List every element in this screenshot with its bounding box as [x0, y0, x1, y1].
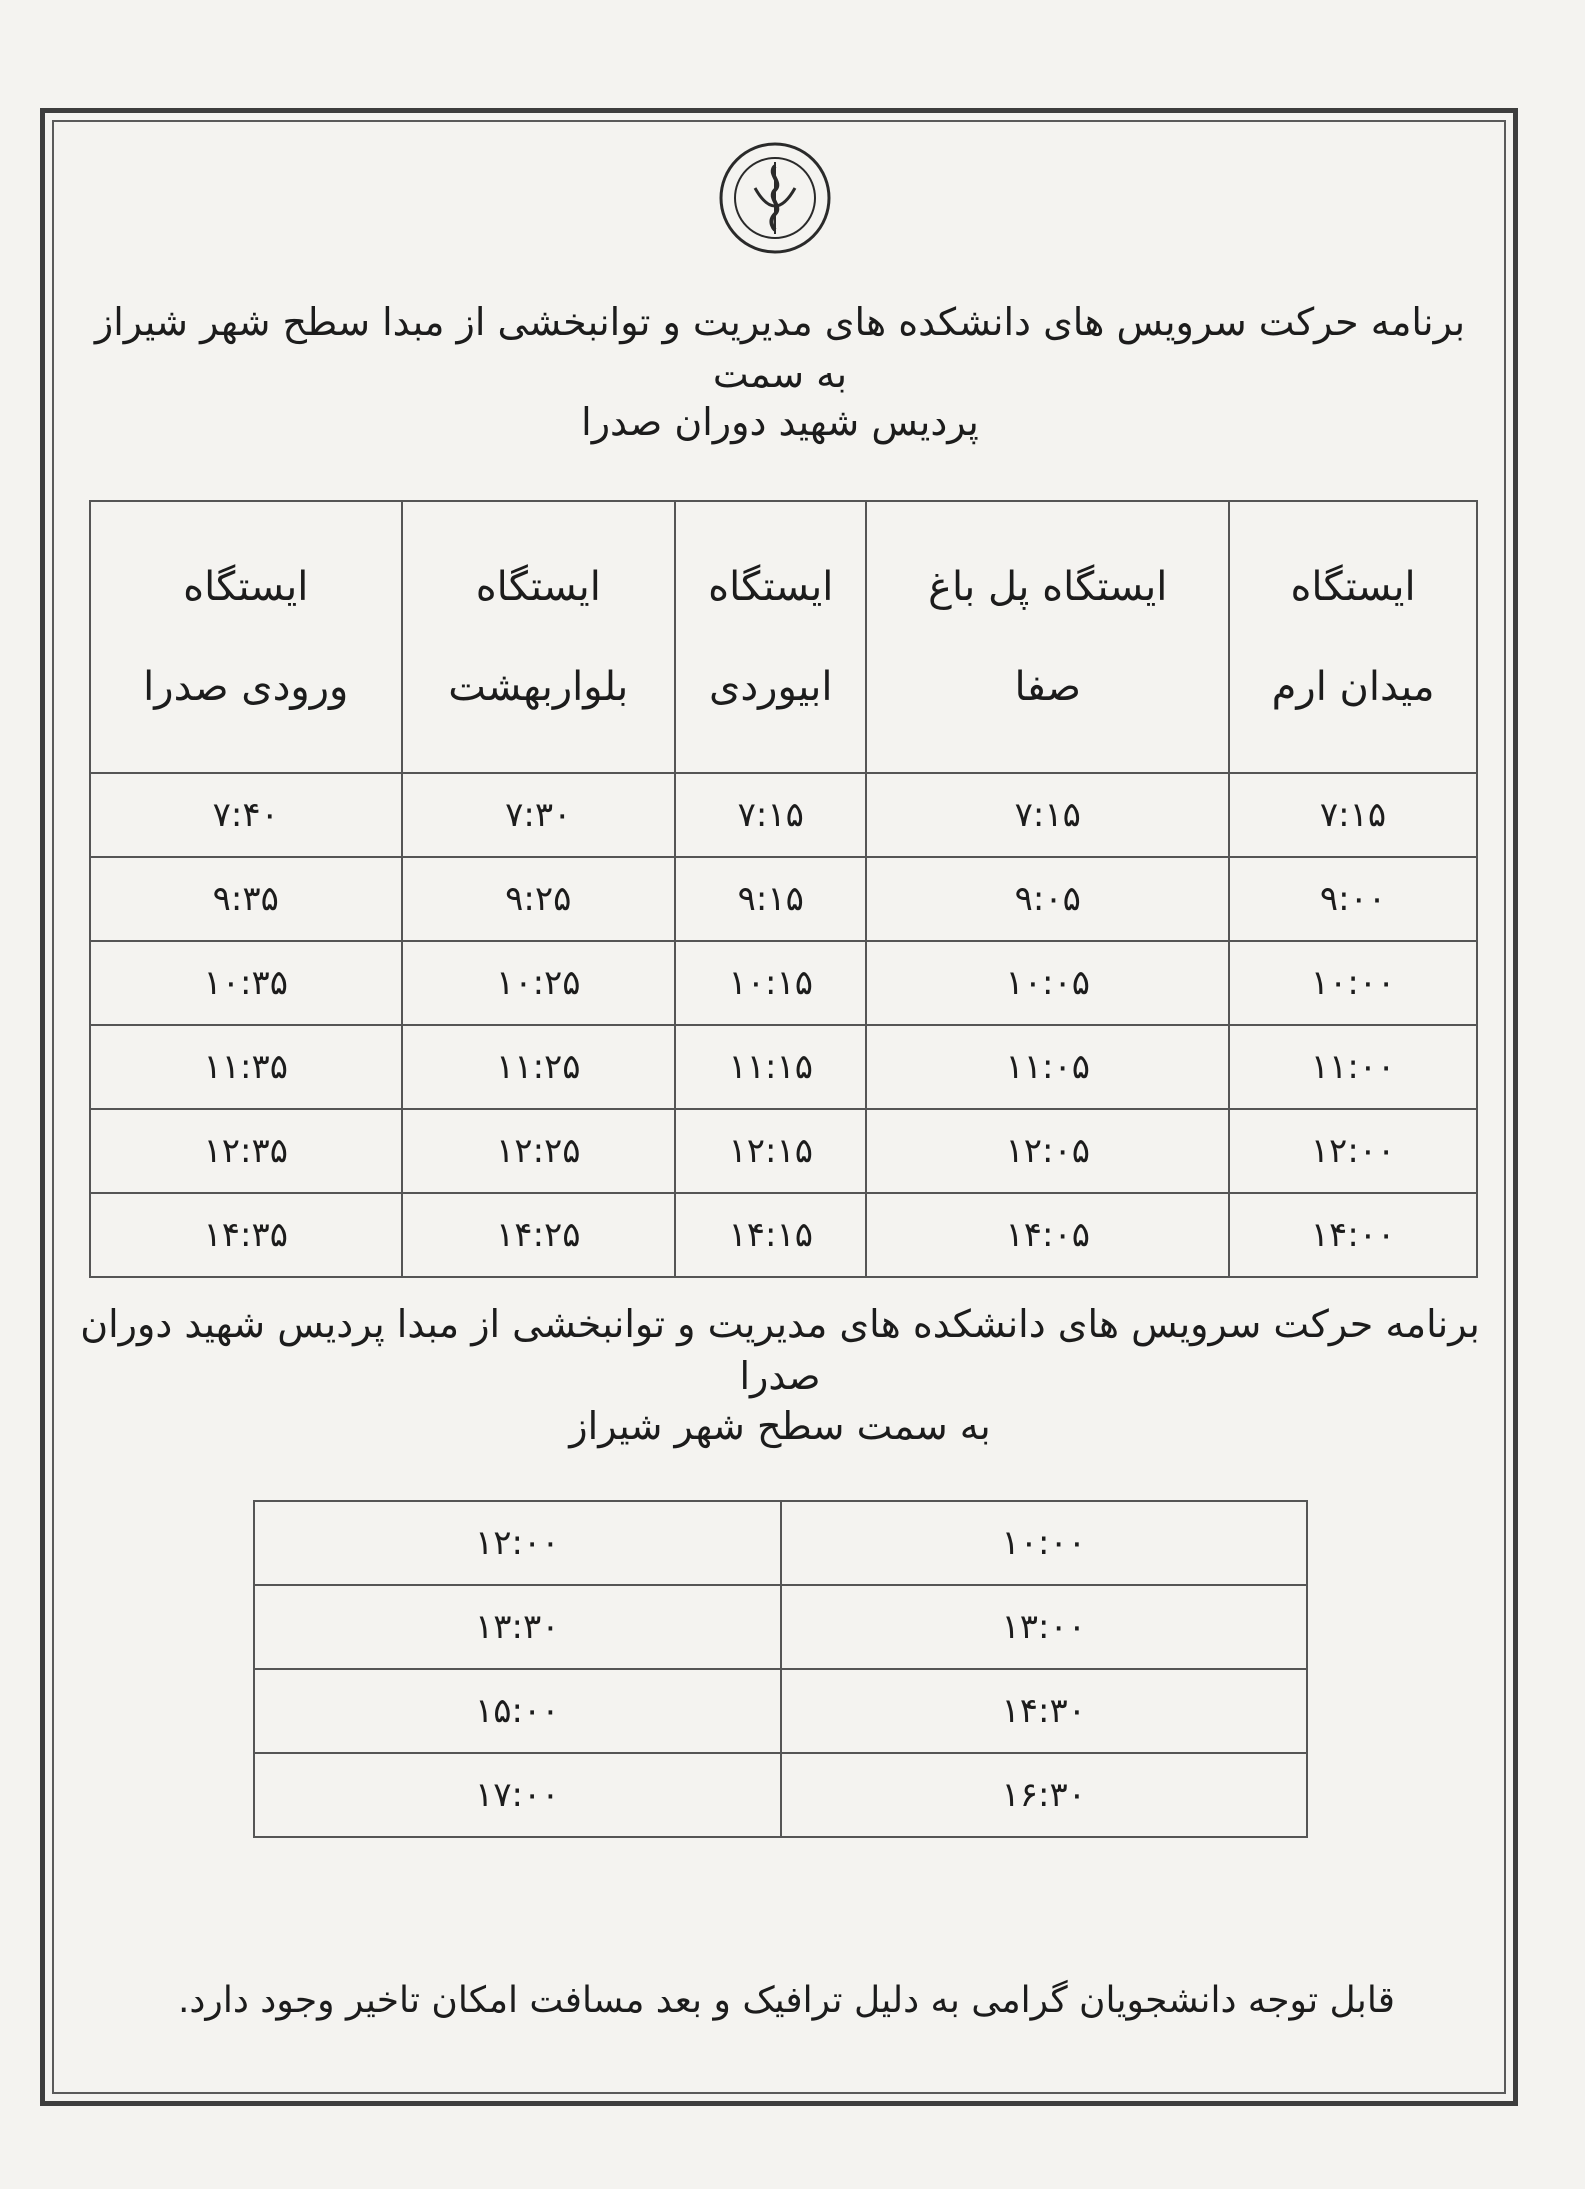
time-cell: ۱۳:۰۰ [781, 1585, 1308, 1669]
time-cell: ۱۰:۰۰ [781, 1501, 1308, 1585]
time-cell: ۱۱:۰۰ [1229, 1025, 1477, 1109]
time-cell: ۱۲:۰۵ [866, 1109, 1229, 1193]
header-cell: ایستگاه ورودی صدرا [90, 501, 402, 773]
table-header-row [90, 501, 1477, 773]
time-cell: ۱۲:۰۰ [1229, 1109, 1477, 1193]
time-cell: ۱۰:۰۰ [1229, 941, 1477, 1025]
table-row [90, 773, 1477, 857]
table-row [90, 857, 1477, 941]
table-row [90, 941, 1477, 1025]
schedule-title-line1: برنامه حرکت سرویس های دانشکده های مدیریت و توانبخشی از مبدا سطح شهر شیراز به سمت [94, 300, 1466, 396]
time-cell: ۱۱:۲۵ [402, 1025, 676, 1109]
time-cell: ۷:۴۰ [90, 773, 402, 857]
header-cell: ایستگاه ابیوردی [675, 501, 866, 773]
time-cell: ۱۴:۱۵ [675, 1193, 866, 1277]
time-cell: ۱۱:۰۵ [866, 1025, 1229, 1109]
time-cell: ۷:۳۰ [402, 773, 676, 857]
table-row [90, 1193, 1477, 1277]
time-cell: ۷:۱۵ [866, 773, 1229, 857]
return-schedule-title-line1: برنامه حرکت سرویس های دانشکده های مدیریت و توانبخشی از مبدا پردیس شهید دوران صدرا [80, 1302, 1480, 1398]
header-cell: ایستگاه پل باغ صفا [866, 501, 1229, 773]
time-cell: ۹:۱۵ [675, 857, 866, 941]
schedule-table-to-campus [89, 500, 1478, 1278]
header-cell: ایستگاه میدان ارم [1229, 501, 1477, 773]
time-cell: ۱۲:۱۵ [675, 1109, 866, 1193]
time-cell: ۹:۰۰ [1229, 857, 1477, 941]
time-cell: ۱۷:۰۰ [254, 1753, 781, 1837]
time-cell: ۹:۰۵ [866, 857, 1229, 941]
time-cell: ۷:۱۵ [675, 773, 866, 857]
university-emblem-icon [715, 138, 835, 258]
time-cell: ۱۲:۳۵ [90, 1109, 402, 1193]
time-cell: ۱۴:۳۵ [90, 1193, 402, 1277]
time-cell: ۱۵:۰۰ [254, 1669, 781, 1753]
header-cell: ایستگاه بلواربهشت [402, 501, 676, 773]
time-cell: ۱۲:۲۵ [402, 1109, 676, 1193]
time-cell: ۱۰:۳۵ [90, 941, 402, 1025]
time-cell: ۱۲:۰۰ [254, 1501, 781, 1585]
time-cell: ۱۱:۱۵ [675, 1025, 866, 1109]
table-row [254, 1669, 1307, 1753]
time-cell: ۹:۲۵ [402, 857, 676, 941]
time-cell: ۱۴:۰۰ [1229, 1193, 1477, 1277]
time-cell: ۱۰:۲۵ [402, 941, 676, 1025]
table-row [90, 1109, 1477, 1193]
table-row [254, 1753, 1307, 1837]
table-row [90, 1025, 1477, 1109]
footer-note: قابل توجه دانشجویان گرامی به دلیل ترافیک و بعد مسافت امکان تاخیر وجود دارد. [177, 1980, 1395, 2021]
time-cell: ۱۳:۳۰ [254, 1585, 781, 1669]
time-cell: ۱۶:۳۰ [781, 1753, 1308, 1837]
time-cell: ۱۴:۳۰ [781, 1669, 1308, 1753]
table-row [254, 1585, 1307, 1669]
time-cell: ۷:۱۵ [1229, 773, 1477, 857]
time-cell: ۱۱:۳۵ [90, 1025, 402, 1109]
time-cell: ۱۰:۰۵ [866, 941, 1229, 1025]
return-schedule-title-line2: به سمت سطح شهر شیراز [569, 1404, 991, 1448]
time-cell: ۱۴:۰۵ [866, 1193, 1229, 1277]
schedule-table-to-city [253, 1500, 1308, 1838]
table-row [254, 1501, 1307, 1585]
time-cell: ۱۴:۲۵ [402, 1193, 676, 1277]
time-cell: ۱۰:۱۵ [675, 941, 866, 1025]
schedule-title-line2: پردیس شهید دوران صدرا [581, 400, 979, 444]
time-cell: ۹:۳۵ [90, 857, 402, 941]
